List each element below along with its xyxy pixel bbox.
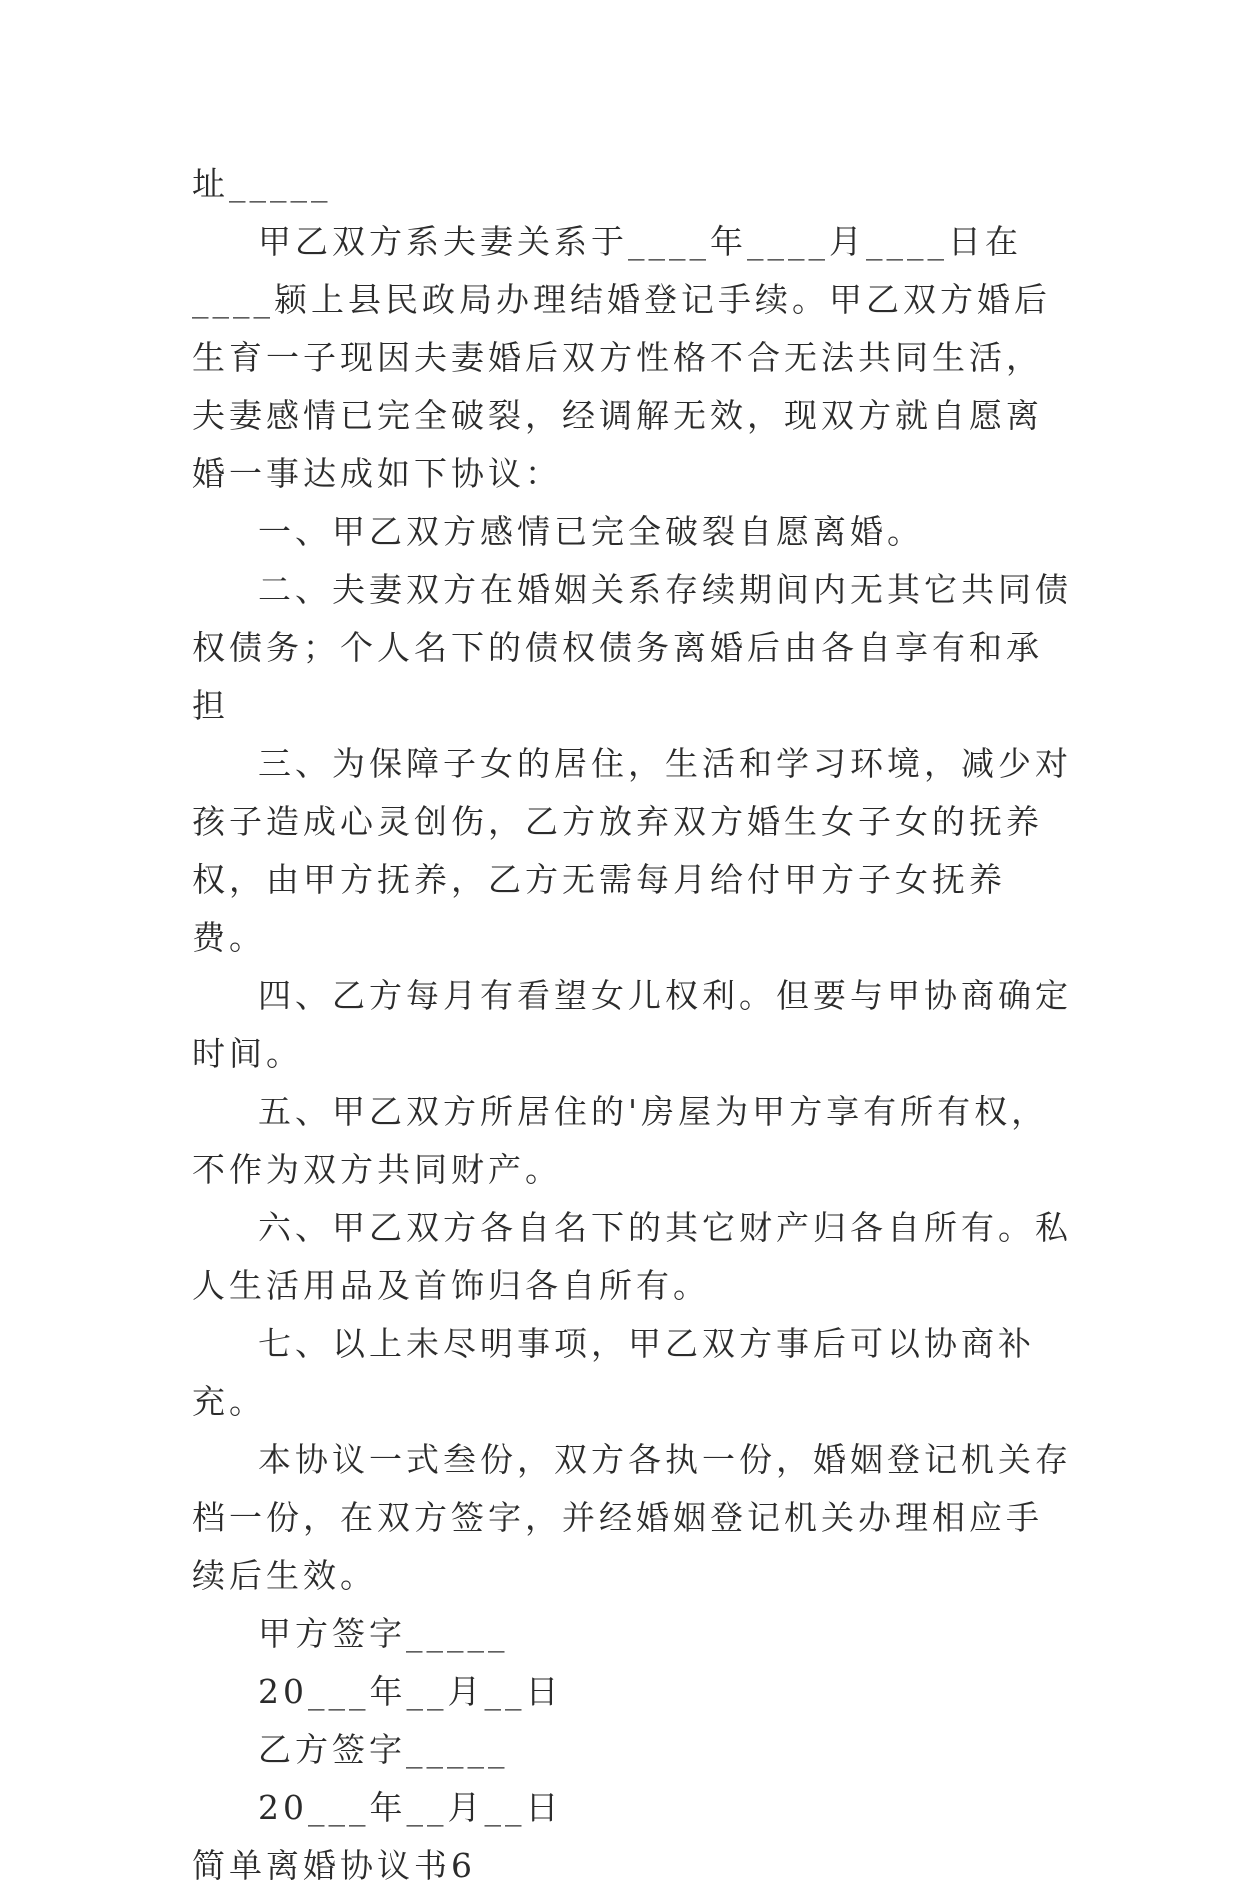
clause-1: 一、甲乙双方感情已完全破裂自愿离婚。 [258, 512, 924, 551]
clause-7: 七、以上未尽明事项，甲乙双方事后可以协商补充。 [192, 1324, 1035, 1421]
clause-6: 六、甲乙双方各自名下的其它财产归各自所有。私人生活用品及首饰归各自所有。 [192, 1208, 1072, 1305]
clause-4: 四、乙方每月有看望女儿权利。但要与甲协商确定时间。 [192, 976, 1072, 1073]
clause-5: 五、甲乙双方所居住的'房屋为甲方享有所有权，不作为双方共同财产。 [192, 1092, 1049, 1189]
party-b-signature: 乙方签字_____ [258, 1730, 509, 1769]
next-section-title: 简单离婚协议书6 [192, 1846, 476, 1885]
party-b-date: 20___年__月__日 [258, 1788, 563, 1827]
address-line: 址_____ [192, 164, 332, 203]
clause-2: 二、夫妻双方在婚姻关系存续期间内无其它共同债权债务；个人名下的债权债务离婚后由各自享有和承担 [192, 570, 1072, 725]
marriage-statement: 甲乙双方系夫妻关系于____年____月____日在____颍上县民政局办理结婚登记手续。甲乙双方婚后生育一子现因夫妻婚后双方性格不合无法共同生活，夫妻感情已完全破裂，经调解无效，现双方就自愿离婚一事达成如下协议： [192, 222, 1051, 493]
document-body [192, 155, 1072, 1895]
party-a-signature: 甲方签字_____ [258, 1614, 509, 1653]
clause-3: 三、为保障子女的居住，生活和学习环境，减少对孩子造成心灵创伤，乙方放弃双方婚生女子女的抚养权，由甲方抚养，乙方无需每月给付甲方子女抚养费。 [192, 744, 1072, 957]
copies-note: 本协议一式叁份，双方各执一份，婚姻登记机关存档一份，在双方签字，并经婚姻登记机关办理相应手续后生效。 [192, 1440, 1072, 1595]
party-a-date: 20___年__月__日 [258, 1672, 563, 1711]
